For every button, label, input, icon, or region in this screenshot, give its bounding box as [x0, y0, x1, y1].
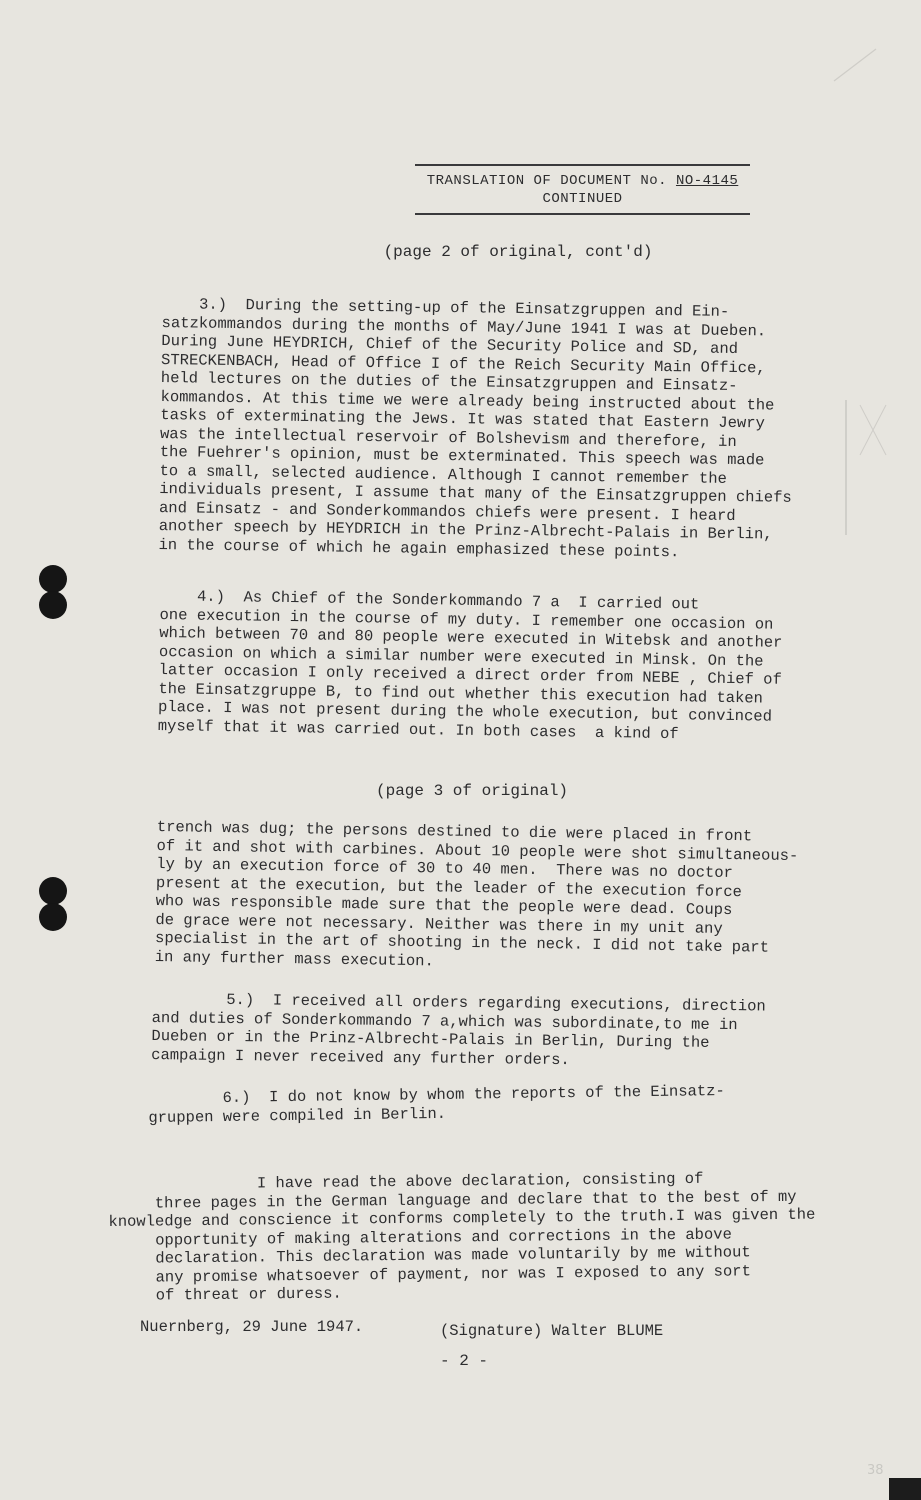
document-number: NO-4145: [675, 173, 739, 189]
punch-hole-upper: [36, 565, 70, 623]
paragraph-6: 6.) I do not know by whom the reports of the Einsatz- gruppen were compiled in Berlin.: [148, 1081, 725, 1127]
punch-hole-lower: [36, 877, 70, 935]
margin-bracket-mark: [838, 395, 892, 545]
header-bottom-rule: [415, 213, 750, 215]
signature-line: (Signature) Walter BLUME: [440, 1322, 664, 1340]
document-subtitle: CONTINUED: [542, 191, 623, 207]
paragraph-4-part-2: trench was dug; the persons destined to die were placed in front of it and shot with carbines. About 10 people were shot simultaneous- ly by an execution force of 30 to 40 men. There was no doctor present at the execution, but the leader of the execution force who was responsible made sure that the people were dead. Coups de grace were not necessary. Neither was there in my unit any specialist in the art of shooting in the neck. I did not take part in any further mass execution.: [154, 818, 799, 970]
place-date: Nuernberg, 29 June 1947.: [140, 1318, 364, 1336]
declaration-paragraph: I have read the above declaration, consisting of three pages in the German language and declare that to the best of my knowledge and conscience it conforms completely to the truth.I was given the opportunity of making alterations and corrections in the above declaration. This declaration was made voluntarily by me without any promise whatsoever of payment, nor was I exposed to any sort of threat or duress.: [108, 1169, 816, 1305]
pencil-stroke-mark: [830, 45, 880, 85]
corner-damage-mark: [861, 1460, 921, 1500]
page-number: - 2 -: [440, 1352, 489, 1370]
page-label-3: (page 3 of original): [375, 782, 569, 800]
paragraph-4-part-1: 4.) As Chief of the Sonderkommando 7 a I carried out one execution in the course of my duty. I remember one occasion on which between 70 and 80 people were executed in Witebsk and another occasion on which a similar number were executed in Minsk. On the latter occasion I only received a direct order from NEBE , Chief of the Einsatzgruppe B, to find out whether this execution had taken place. I was not present during the whole execution, but convinced myself that it was carried out. In both cases a kind of: [157, 587, 783, 743]
page-label-2: (page 2 of original, cont'd): [383, 243, 653, 261]
header-top-rule: [415, 164, 750, 166]
paragraph-3: 3.) During the setting-up of the Einsatzgruppen and Ein- satzkommandos during the months of May/June 1941 I was at Dueben. During June HEYDRICH, Chief of the Security Police and SD, and STRECKENBACH, Head of Office I of the Reich Security Main Office, held lectures on the duties of the Einsatzgruppen and Einsatz- kommandos. At this time we were already being instructed about the tasks of exterminating the Jews. It was stated that Eastern Jewry was the intellectual reservoir of Bolshevism and therefore, in the Fuehrer's opinion, must be exterminated. This speech was made to a small, selected audience. Although I cannot remember the individuals present, I assume that many of the Einsatzgruppen chiefs and Einsatz - and Sonderkommandos chiefs were present. I heard another speech by HEYDRICH in the Prinz-Albrecht-Palais in Berlin, in the course of which he again emphasized these points.: [158, 295, 792, 561]
paragraph-5: 5.) I received all orders regarding executions, direction and duties of Sonderkommando 7 a,which was subordinate,to me in Dueben or in the Prinz-Albrecht-Palais in Berlin, During the campaign I never received any further orders.: [151, 990, 766, 1069]
document-header: [415, 164, 750, 215]
document-title: TRANSLATION OF DOCUMENT No. NO-4145: [426, 173, 739, 189]
svg-text:38: 38: [867, 1463, 884, 1478]
